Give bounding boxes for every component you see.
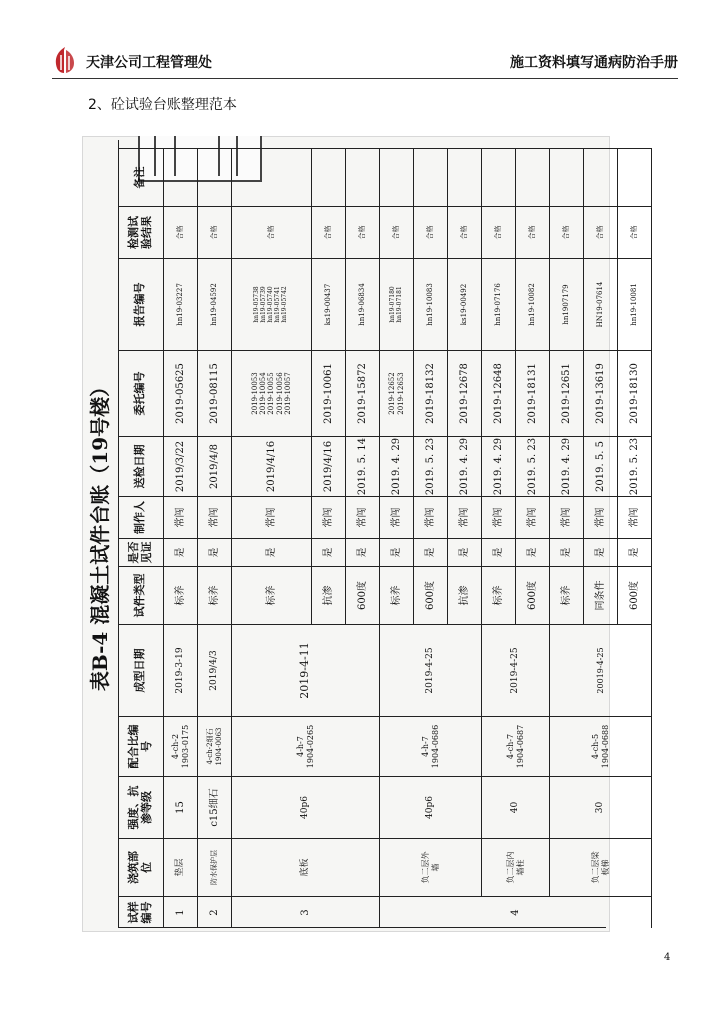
ledger-cell-send-date: 2019. 5. 14 <box>346 436 380 496</box>
column-header: 配合比编 号 <box>118 716 164 776</box>
ledger-cell-type: 600度 <box>346 566 380 624</box>
ledger-cell-entrust: 2019-15872 <box>346 350 380 436</box>
ledger-cell-remark <box>164 148 198 206</box>
ledger-cell-remark <box>232 148 312 206</box>
column-header: 委托编号 <box>118 350 164 436</box>
ledger-cell-type: 同条件 <box>584 566 618 624</box>
column-header: 浇筑部 位 <box>118 838 164 896</box>
page-header <box>52 46 678 76</box>
sample-number-cell: 4 <box>380 896 652 928</box>
ledger-cell-send-date: 2019. 5. 23 <box>414 436 448 496</box>
ledger-cell-result: 合格 <box>312 206 346 258</box>
ledger-cell-maker: 常闯 <box>516 496 550 538</box>
ledger-cell-send-date: 2019. 4. 29 <box>550 436 584 496</box>
header-rule <box>52 78 678 79</box>
scanned-ledger-photo <box>82 136 640 932</box>
specimen-ledger-table <box>118 140 640 928</box>
ledger-cell-witness: 是 <box>312 538 346 566</box>
ledger-cell-report: hn19-04592 <box>198 258 232 350</box>
ledger-cell-remark <box>550 148 584 206</box>
casting-date-cell: 2019-4-11 <box>232 624 380 716</box>
column-header: 检测试 验结果 <box>118 206 164 258</box>
ledger-cell-entrust: 2019-10053 2019-10054 2019-10055 2019-10056 2019-10057 <box>232 350 312 436</box>
section-title: 2、砼试验台账整理范本 <box>88 97 237 113</box>
ledger-cell-result: 合格 <box>448 206 482 258</box>
mix-ratio-cell: 4-ch-2细石 1904-0063 <box>198 716 232 776</box>
casting-date-cell: 2019-4-25 <box>380 624 482 716</box>
mix-ratio-cell: 4-ch-5 1904-0688 <box>550 716 652 776</box>
ledger-cell-maker: 常闯 <box>482 496 516 538</box>
casting-date-cell: 2019-4-25 <box>482 624 550 716</box>
casting-date-cell: 2019/4/3 <box>198 624 232 716</box>
ledger-cell-report: ks19-00492 <box>448 258 482 350</box>
ledger-cell-maker: 常闯 <box>312 496 346 538</box>
ledger-cell-result: 合格 <box>584 206 618 258</box>
ledger-cell-remark <box>198 148 232 206</box>
ledger-cell-result: 合格 <box>198 206 232 258</box>
ledger-cell-entrust: 2019-12678 <box>448 350 482 436</box>
ledger-cell-maker: 常闯 <box>618 496 652 538</box>
ledger-cell-report: ks19-00437 <box>312 258 346 350</box>
ledger-cell-type: 标养 <box>550 566 584 624</box>
column-header: 试样 编号 <box>118 896 164 928</box>
ledger-cell-report: hn19-10082 <box>516 258 550 350</box>
ledger-cell-entrust: 2019-12648 <box>482 350 516 436</box>
ledger-cell-remark <box>584 148 618 206</box>
ledger-cell-remark <box>516 148 550 206</box>
ledger-cell-maker: 常闯 <box>380 496 414 538</box>
ledger-cell-type: 600度 <box>516 566 550 624</box>
ledger-cell-remark <box>448 148 482 206</box>
ledger-cell-entrust: 2019-08115 <box>198 350 232 436</box>
ledger-cell-maker: 常闯 <box>346 496 380 538</box>
ledger-cell-witness: 是 <box>164 538 198 566</box>
ledger-cell-remark <box>346 148 380 206</box>
ledger-cell-report: hn19-10083 <box>414 258 448 350</box>
pour-location-cell: 负二层梁 板梯 <box>550 838 652 896</box>
ledger-cell-type: 标养 <box>232 566 312 624</box>
company-logo-icon <box>52 46 78 74</box>
ledger-cell-type: 抗渗 <box>448 566 482 624</box>
ledger-cell-witness: 是 <box>618 538 652 566</box>
pour-location-cell: 负二层外 墙 <box>380 838 482 896</box>
mix-ratio-cell: 4-ch-2 1903-0175 <box>164 716 198 776</box>
ledger-cell-report: hn1907179 <box>550 258 584 350</box>
ledger-cell-result: 合格 <box>164 206 198 258</box>
strength-grade-cell: 40 <box>482 776 550 838</box>
ledger-cell-send-date: 2019/4/8 <box>198 436 232 496</box>
strength-grade-cell: 30 <box>550 776 652 838</box>
ledger-cell-send-date: 2019/4/16 <box>312 436 346 496</box>
ledger-cell-report: hn19-03227 <box>164 258 198 350</box>
ledger-cell-witness: 是 <box>550 538 584 566</box>
manual-title: 施工资料填写通病防治手册 <box>510 55 678 71</box>
ledger-cell-maker: 常闯 <box>414 496 448 538</box>
pour-location-cell: 垫层 <box>164 838 198 896</box>
mix-ratio-cell: 4-h-7 1904-0686 <box>380 716 482 776</box>
ledger-cell-result: 合格 <box>550 206 584 258</box>
ledger-cell-witness: 是 <box>482 538 516 566</box>
ledger-cell-entrust: 2019-18130 <box>618 350 652 436</box>
ledger-cell-witness: 是 <box>198 538 232 566</box>
ledger-cell-type: 标养 <box>164 566 198 624</box>
organization-name: 天津公司工程管理处 <box>86 55 212 71</box>
ledger-cell-witness: 是 <box>584 538 618 566</box>
ledger-cell-send-date: 2019/3/22 <box>164 436 198 496</box>
casting-date-cell: 2019-3-19 <box>164 624 198 716</box>
rotated-ledger <box>82 136 640 932</box>
mix-ratio-cell: 4-h-7 1904-0265 <box>232 716 380 776</box>
ledger-cell-maker: 常闯 <box>448 496 482 538</box>
ledger-cell-send-date: 2019. 4. 29 <box>448 436 482 496</box>
ledger-cell-entrust: 2019-18132 <box>414 350 448 436</box>
column-header: 送检日期 <box>118 436 164 496</box>
ledger-cell-entrust: 2019-13619 <box>584 350 618 436</box>
strength-grade-cell: 40p6 <box>380 776 482 838</box>
strength-grade-cell: 40p6 <box>232 776 380 838</box>
pour-location-cell: 底板 <box>232 838 380 896</box>
ledger-cell-type: 抗渗 <box>312 566 346 624</box>
strength-grade-cell: c15细石 <box>198 776 232 838</box>
column-header: 报告编号 <box>118 258 164 350</box>
ledger-cell-type: 标养 <box>482 566 516 624</box>
ledger-cell-entrust: 2019-18131 <box>516 350 550 436</box>
sample-number-cell: 2 <box>198 896 232 928</box>
page-number: 4 <box>664 952 671 963</box>
ledger-cell-report: hn19-05738 hn19-05739 hn19-05740 hn19-05741 hn19-05742 <box>232 258 312 350</box>
pour-location-cell: 防水保护层 <box>198 838 232 896</box>
ledger-cell-type: 标养 <box>198 566 232 624</box>
column-header: 制作人 <box>118 496 164 538</box>
column-header: 备注 <box>118 148 164 206</box>
ledger-cell-send-date: 2019. 5. 5 <box>584 436 618 496</box>
ledger-cell-send-date: 2019. 4. 29 <box>482 436 516 496</box>
ledger-cell-send-date: 2019. 5. 23 <box>618 436 652 496</box>
ledger-cell-type: 600度 <box>414 566 448 624</box>
ledger-cell-witness: 是 <box>380 538 414 566</box>
ledger-cell-remark <box>414 148 448 206</box>
ledger-cell-send-date: 2019. 4. 29 <box>380 436 414 496</box>
ledger-cell-type: 600度 <box>618 566 652 624</box>
ledger-cell-witness: 是 <box>516 538 550 566</box>
ledger-cell-result: 合格 <box>232 206 312 258</box>
ledger-cell-maker: 常闯 <box>550 496 584 538</box>
ledger-cell-result: 合格 <box>414 206 448 258</box>
column-header: 试件类型 <box>118 566 164 624</box>
pour-location-cell: 负二层内 墙柱 <box>482 838 550 896</box>
ledger-cell-entrust: 2019-12652 2019-12653 <box>380 350 414 436</box>
ledger-cell-send-date: 2019. 5. 23 <box>516 436 550 496</box>
column-header: 成型日期 <box>118 624 164 716</box>
ledger-cell-maker: 常闯 <box>584 496 618 538</box>
ledger-cell-report: HN19-07614 <box>584 258 618 350</box>
ledger-cell-witness: 是 <box>448 538 482 566</box>
ledger-cell-remark <box>380 148 414 206</box>
ledger-cell-report: hn19-10081 <box>618 258 652 350</box>
ledger-cell-type: 标养 <box>380 566 414 624</box>
ledger-cell-maker: 常闯 <box>198 496 232 538</box>
sample-number-cell: 3 <box>232 896 380 928</box>
mix-ratio-cell: 4-ch-7 1904-0687 <box>482 716 550 776</box>
ledger-cell-witness: 是 <box>414 538 448 566</box>
column-header: 强度、抗 渗等级 <box>118 776 164 838</box>
ledger-cell-witness: 是 <box>232 538 312 566</box>
ledger-cell-result: 合格 <box>516 206 550 258</box>
sample-number-cell: 1 <box>164 896 198 928</box>
ledger-cell-remark <box>482 148 516 206</box>
ledger-cell-result: 合格 <box>380 206 414 258</box>
ledger-cell-entrust: 2019-12651 <box>550 350 584 436</box>
ledger-cell-entrust: 2019-10061 <box>312 350 346 436</box>
ledger-cell-remark <box>618 148 652 206</box>
ledger-cell-report: hn19-07180 hn19-07181 <box>380 258 414 350</box>
ledger-cell-send-date: 2019/4/16 <box>232 436 312 496</box>
ledger-cell-result: 合格 <box>346 206 380 258</box>
casting-date-cell: 20019-4-25 <box>550 624 652 716</box>
strength-grade-cell: 15 <box>164 776 198 838</box>
table-title: 表B-4 混凝土试件台账（19号楼） <box>88 376 112 692</box>
ledger-cell-result: 合格 <box>618 206 652 258</box>
ledger-cell-result: 合格 <box>482 206 516 258</box>
ledger-cell-witness: 是 <box>346 538 380 566</box>
ledger-cell-report: hn19-06834 <box>346 258 380 350</box>
ledger-cell-remark <box>312 148 346 206</box>
column-header: 是否 见证 <box>118 538 164 566</box>
ledger-cell-maker: 常闯 <box>164 496 198 538</box>
ledger-cell-entrust: 2019-05625 <box>164 350 198 436</box>
ledger-cell-report: hn19-07176 <box>482 258 516 350</box>
ledger-cell-maker: 常闯 <box>232 496 312 538</box>
